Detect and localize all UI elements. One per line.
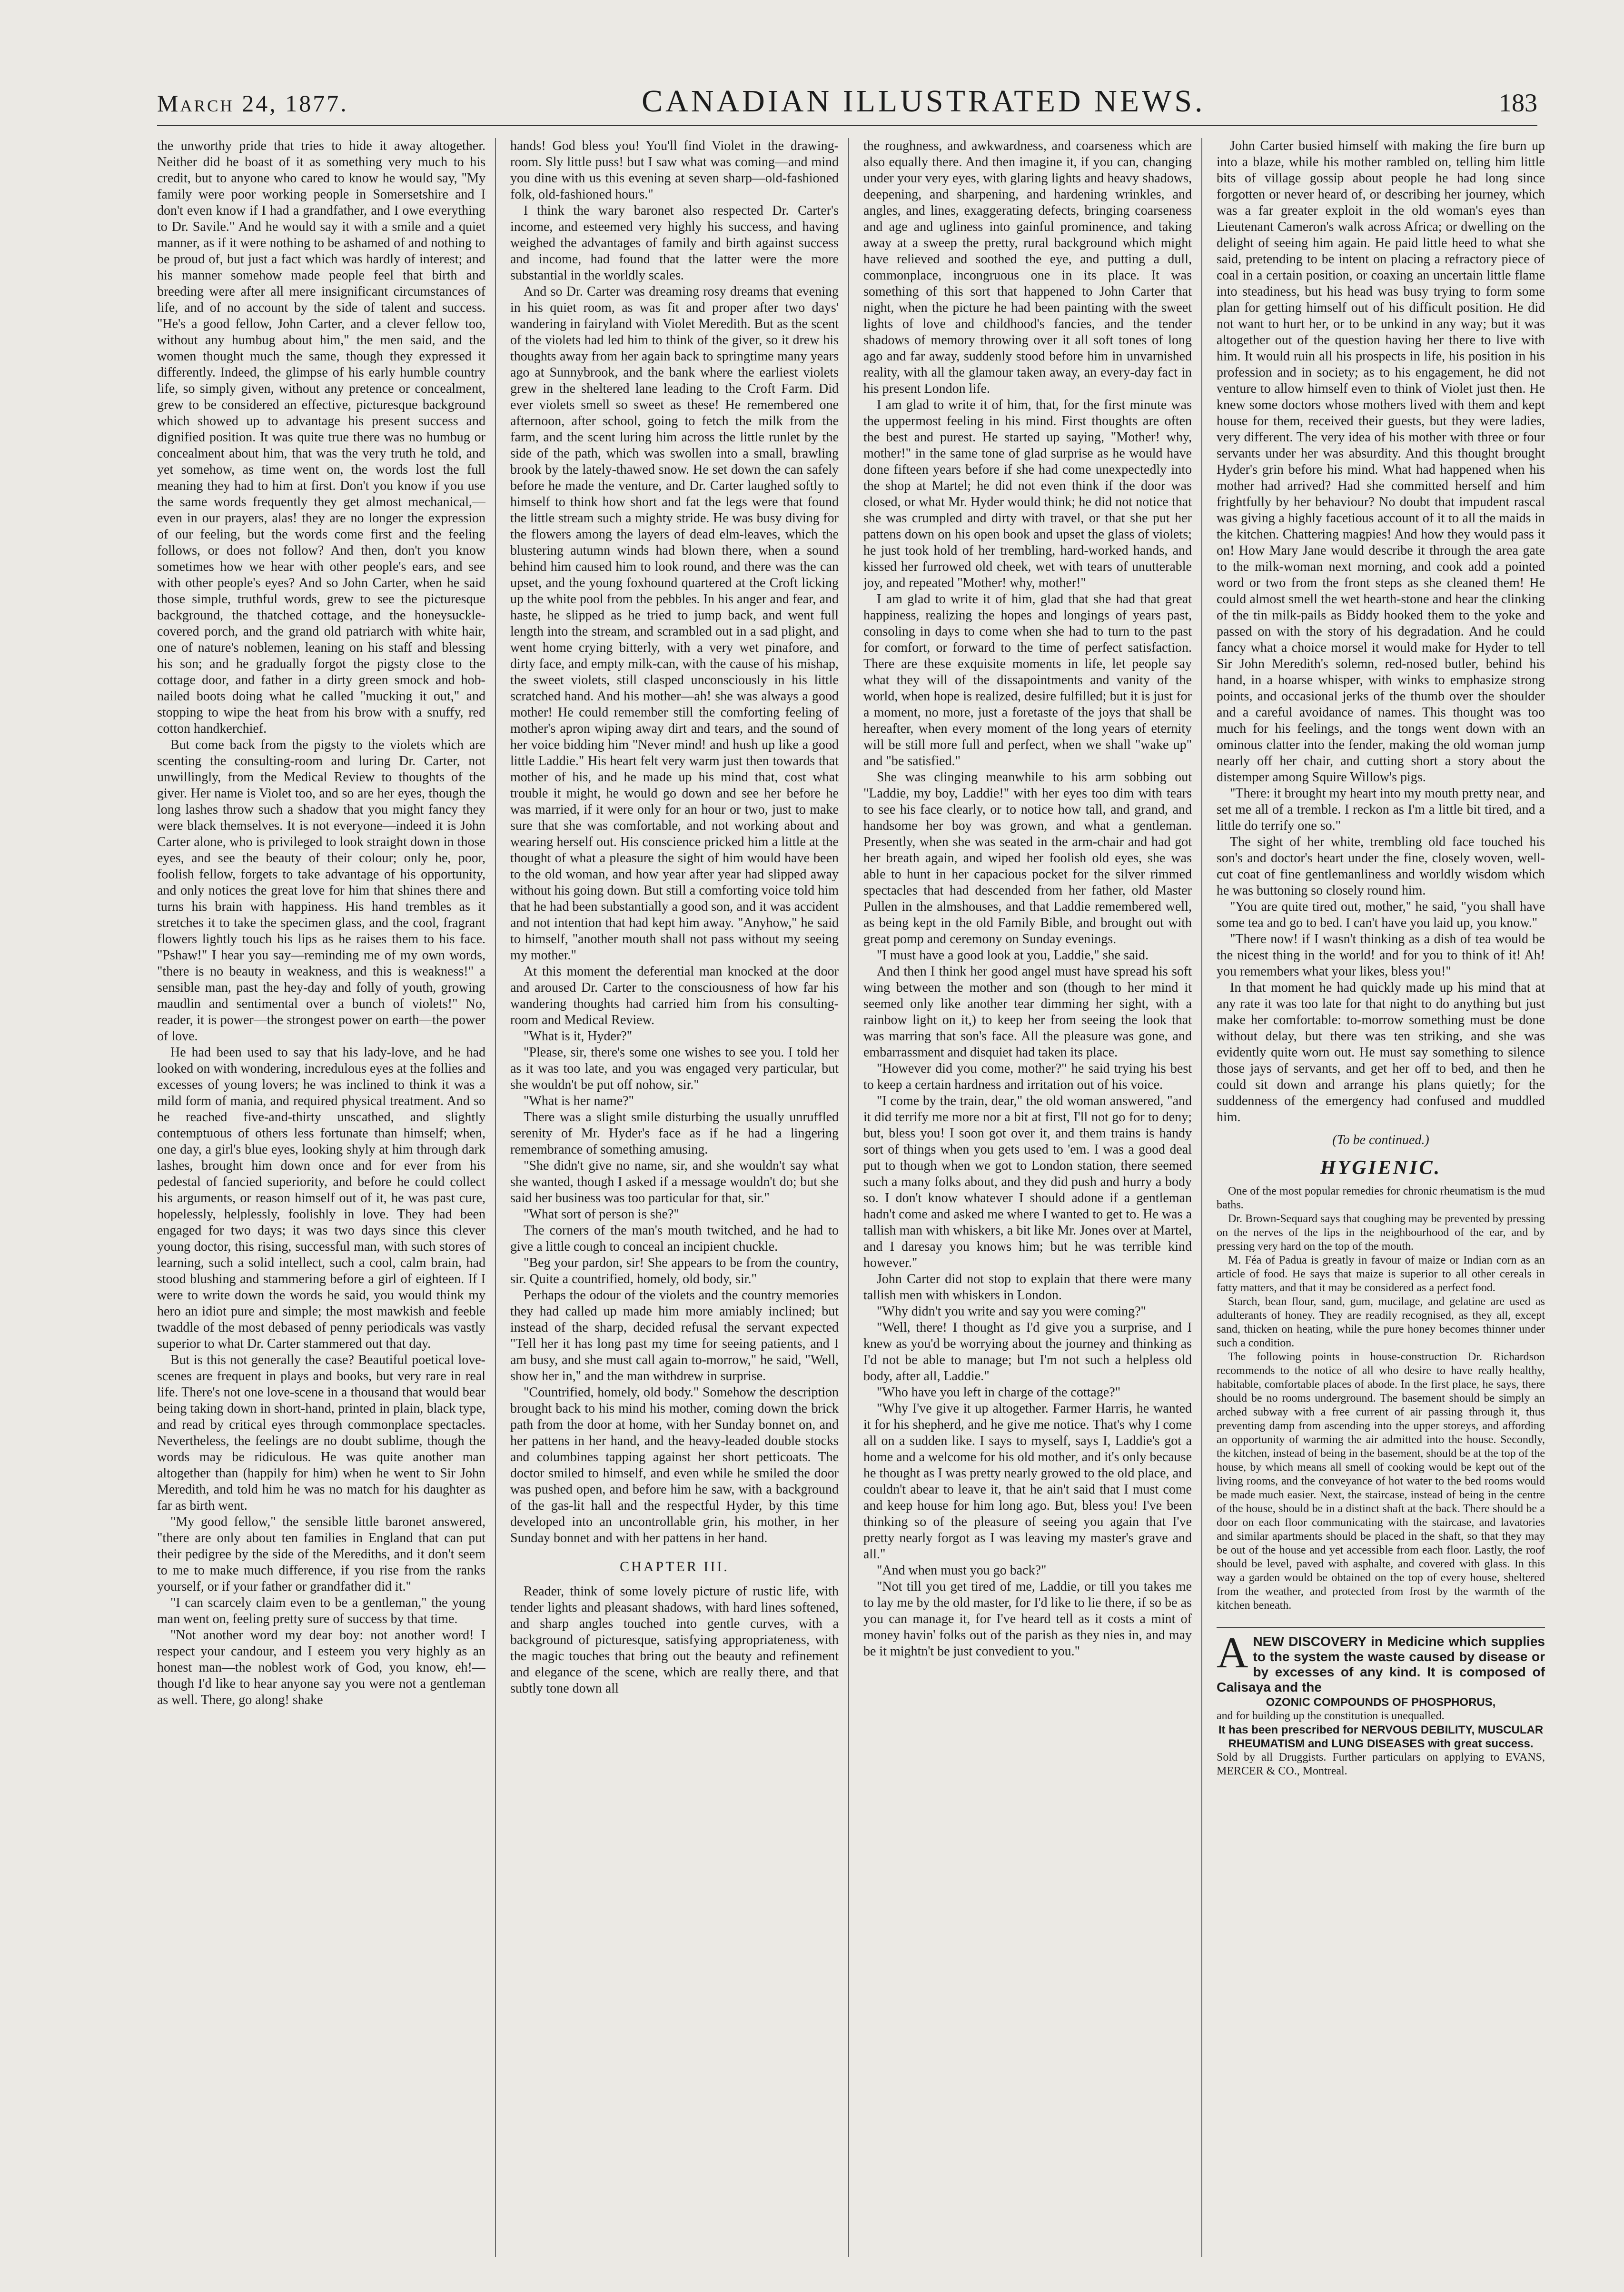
- paragraph: the unworthy pride that tries to hide it away altogether. Neither did he boast of it as something very much to his credit, but to anyone who cared to know he would say, "My family were poor working people in Somersetshire and I don't even know if I had a grandfather, and I owe everything to Dr. Savile." And he would say it with a smile and a quiet manner, as if it were nothing to be ashamed of and nothing to be proud of, but just a fact which was hardly of interest; and his manner somehow made people feel that birth and breeding were after all mere insignificant circumstances of life, and of no account by the side of talent and success. "He's a good fellow, John Carter, and a clever fellow too, without any humbug about him," the men said, and the women thought much the same, though they expressed it differently. Indeed, the glimpse of his early humble country life, so simply given, without any pretence or concealment, grew to be considered an effective, picturesque background which showed up to advantage his present success and dignified position. It was quite true there was no humbug or concealment about him, that was the very truth he told, and yet somehow, as time went on, the words lost the full meaning they had to him at first. Don't you know if you use the same words frequently they get almost mechanical,—even in our prayers, alas! they are no longer the expression of our feeling, but the words come first and the feeling follows, or does not follow? And then, don't you know sometimes how we hear with other people's ears, and see with other people's eyes? And so John Carter, when he said those simple, truthful words, grew to see the picturesque background, the thatched cottage, and the honeysuckle-covered porch, and the grand old patriarch with white hair, one of nature's noblemen, leaning on his staff and blessing his son; and he gradually forgot the pigsty close to the cottage door, and father in a dirty green smock and hob-nailed boots doing what he called "mucking it out," and stopping to wipe the heat from his brow with a snuffy, red cotton handkerchief.: [157, 139, 485, 736]
- paragraph: "I can scarcely claim even to be a gentleman," the young man went on, feeling pretty sure of success by that time.: [157, 1595, 485, 1626]
- paragraph: But is this not generally the case? Beautiful poetical love-scenes are frequent in plays and books, but very rare in real life. There's not one love-scene in a thousand that would bear being taking down in short-hand, printed in plain, black type, and read by critical eyes through commonplace spectacles. Nevertheless, the feelings are no doubt sublime, though the words may be ridiculous. He was quite another man altogether than (happily for him) when he went to Sir John Meredith, and told him he was no match for his daughter as far as birth went.: [157, 1353, 485, 1513]
- paragraph: She was clinging meanwhile to his arm sobbing out "Laddie, my boy, Laddie!" with her eyes too dim with tears to see his face clearly, or to notice how tall, and grand, and handsome her boy was grown, and what a gentleman. Presently, when she was seated in the arm-chair and had got her breath again, and wiped her foolish old eyes, she was able to hunt in her capacious pocket for the silver rimmed spectacles that had descended from her father, old Master Pullen in the almshouses, and that Laddie remembered well, as being kept in the old Family Bible, and brought out with great pomp and ceremony on Sunday evenings.: [863, 770, 1192, 947]
- hygienic-item: One of the most popular remedies for chronic rheumatism is the mud baths.: [1217, 1185, 1545, 1211]
- hygienic-section: [1217, 1185, 1545, 1613]
- paragraph: And so Dr. Carter was dreaming rosy dreams that evening in his quiet room, as was fit and proper after two days' wandering in fairyland with Violet Meredith. But as the scent of the violets had led him to think of the giver, so it drew his thoughts away from her again back to springtime many years ago at Sunnybrook, and the bank where the earliest violets grew in the sheltered lane leading to the Croft Farm. Did ever violets smell so sweet as these! He remembered one afternoon, after school, going to fetch the milk from the farm, and the scent luring him across the little runlet by the side of the path, which was swollen into a small, brawling brook by the lately-thawed snow. He set down the can safely before he made the venture, and Dr. Carter laughed softly to himself to think how short and fat the legs were that found the little stream such a mighty stride. He was busy diving for the flowers among the layers of dead elm-leaves, which the blustering autumn winds had blown there, when a sound behind him caused him to look round, and there was the can upset, and the young foxhound quartered at the Croft licking up the white pool from the pebbles. In his anger and fear, and haste, he slipped as he tried to jump back, and went full length into the stream, and scrambled out in a sad plight, and went home crying bitterly, with a very wet pinafore, and dirty face, and empty milk-can, with the cause of his mishap, the sweet violets, still clasped unconsciously in his little scratched hand. And his mother—ah! she was always a good mother! He could remember still the comforting feeling of mother's apron wiping away dirt and tears, and the sound of her voice bidding him "Never mind! and hush up like a good little Laddie." His heart felt very warm just then towards that mother of his, and he made up his mind that, cost what trouble it might, he would go down and see her before he was married, if it were only for an hour or two, just to make sure that she was comfortable, and not working about and wearing herself out. His conscience pricked him a little at the thought of what a pleasure the sight of him would have been to the old woman, and how year after year had slipped away without his going down. But still a comforting voice told him that he had been substantially a good son, and it was accident and not intention that had kept him away. "Anyhow," he said to himself, "another mouth shall not pass without my seeing my mother.": [510, 284, 839, 963]
- chapter-heading: CHAPTER III.: [620, 1559, 729, 1575]
- paragraph: "There: it brought my heart into my mouth pretty near, and set me all of a tremble. I reckon as I'm a little bit tired, and a little do terrify one so.": [1217, 786, 1545, 833]
- paragraph: "There now! if I wasn't thinking as a dish of tea would be the nicest thing in the world! and for you to think of it! Ah! you remembers what your likes, bless you!": [1217, 932, 1545, 979]
- newspaper-title: CANADIAN ILLUSTRATED NEWS.: [642, 84, 1206, 119]
- paragraph: He had been used to say that his lady-love, and he had looked on with wondering, incredulous eyes at the follies and excesses of young lovers; he was inclined to think it was a mild form of mania, and required physical treatment. And so he reached five-and-thirty unscathed, and slightly contemptuous of others less fortunate than himself; when, one day, a girl's blue eyes, looking shyly at him through dark lashes, brought him down once and for ever from his pedestal of fancied superiority, and before he could collect his arguments, or reason himself out of it, he was past cure, hopelessly, helplessly, foolishly in love. They had been engaged for two days; it was two days since this clever young doctor, this rising, successful man, with such stores of learning, such a solid intellect, such a cool, calm brain, had stood blushing and stammering before a girl of eighteen. If I were to write down the words he said, you would think my hero an idiot pure and simple; the most mawkish and feeble twaddle of the most debased of penny periodicals was vastly superior to what Dr. Carter stammered out that day.: [157, 1045, 485, 1351]
- paragraph: "Not till you get tired of me, Laddie, or till you takes me to lay me by the old master, for I'd like to lie there, if so be as you can manage it, for I've heard tell as it costs a mint of money havin' folks out of the parish as they nies in, and may be it mightn't be just convedient to you.": [863, 1579, 1192, 1659]
- paragraph: "Not another word my dear boy: not another word! I respect your candour, and I esteem you very highly as an honest man—the noblest work of God, you know, eh!—though I'd like to hear anyone say you were not a gentleman as well. There, go along! shake: [157, 1628, 485, 1707]
- paragraph: John Carter busied himself with making the fire burn up into a blaze, while his mother rambled on, telling him little bits of village gossip about people he had long since forgotten or never heard of, or describing her journey, which was a far greater exploit in the old woman's eyes than Lieutenant Cameron's walk across Africa; or dwelling on the delight of seeing him again. He paid little heed to what she said, pretending to be intent on placing a refractory piece of coal in a certain position, or coaxing an uncertain little flame into steadiness, but his head was busy trying to form some plan for getting himself out of his difficult position. He did not want to hurt her, or to be unkind in any way; but it was altogether out of the question having her there to live with him. It would ruin all his prospects in life, his position in his profession and in society; as to his engagement, he did not venture to allow himself even to think of Violet just then. He knew some doctors whose mothers lived with them and kept house for them, received their guests, but they were ladies, very different. The very idea of his mother with three or four servants under her was absurdity. And this thought brought Hyder's grin before his mind. What had happened when his mother had arrived? Had she committed herself and him frightfully by her behaviour? No doubt that impudent rascal was giving a highly facetious account of it to all the maids in the kitchen. Chattering magpies! And how they would pass it on! How Mary Jane would describe it through the area gate to the milk-woman next morning, and cook add a pointed word or two from the front steps as she cleaned them! He could almost smell the wet hearth-stone and hear the clinking of the tin milk-pails as Biddy hooked them to the yoke and passed on with the story of his degradation. And he could fancy what a choice morsel it would make for Hyder to tell Sir John Meredith's solemn, red-nosed butler, behind his hand, in a hoarse whisper, with winks to emphasize strong points, and occasional jerks of the thumb over the shoulder and a careful avoidance of names. This thought was too much for his feelings, and the tongs went down with an ominous clatter into the fender, making the old woman jump nearly off her chair, and cutting short a story about the distemper among Squire Willow's pigs.: [1217, 139, 1545, 785]
- ad-drop-cap: A: [1217, 1628, 1248, 1677]
- paragraph: But come back from the pigsty to the violets which are scenting the consulting-room and luring Dr. Carter, not unwillingly, from the Medical Review to thoughts of the giver. Her name is Violet too, and so are her eyes, though the long lashes throw such a shadow that you might fancy they were black themselves. It is not everyone—indeed it is John Carter alone, who is privileged to look straight down in those eyes, and see the beauty of their colour; only he, poor, foolish fellow, forgets to take advantage of his opportunity, and only notices the great love for him that shines there and turns his brain with happiness. His hand trembles as it stretches it to take the specimen glass, and the cool, fragrant flowers lightly touch his lips as he raises them to his face. "Pshaw!" I hear you say—reminding me of my own words, "there is no beauty in weakness, and this is weakness!" a sensible man, past the hey-day and folly of youth, growing maudlin and sentimental over a bunch of violets!" No, reader, it is power—the strongest power on earth—the power of love.: [157, 737, 485, 1044]
- column-4: [1217, 138, 1545, 2257]
- hygienic-item: M. Féa of Padua is greatly in favour of maize or Indian corn as an article of food. He says that maize is superior to all other cereals in fatty matters, and that it may be considered as a perfect food.: [1217, 1254, 1545, 1294]
- paragraph: "However did you come, mother?" he said trying his best to keep a certain hardness and irritation out of his voice.: [863, 1061, 1192, 1092]
- ad-text: and for building up the constitution is unequalled.: [1217, 1710, 1445, 1722]
- to-be-continued: (To be continued.): [1332, 1133, 1429, 1147]
- masthead: [157, 83, 1537, 117]
- paragraph: The corners of the man's mouth twitched, and he had to give a little cough to conceal an incipient chuckle.: [510, 1223, 839, 1254]
- paragraph: "What sort of person is she?": [524, 1207, 679, 1222]
- paragraph: I am glad to write it of him, that, for the first minute was the uppermost feeling in his mind. First thoughts are often the best and purest. He started up saying, "Mother! why, mother!" in the same tone of glad surprise as he would have done fifteen years before if she had come unexpectedly into the shop at Martel; he did not even think if the door was closed, or what Mr. Hyder would think; he did not notice that she was crumpled and dirty with travel, or that she put her pattens down on his open book and upset the glass of violets; he just took hold of her trembling, hard-worked hands, and kissed her furrowed old cheek, wet with tears of unutterable joy, and repeated "Mother! why, mother!": [863, 398, 1192, 590]
- ad-headline: NEW DISCOVERY in Medicine which supplies to the system the waste caused by disease or by excesses of any kind. It is composed of Calisaya and the: [1217, 1634, 1545, 1694]
- paragraph: "I come by the train, dear," the old woman answered, "and it did terrify me more nor a bit at first, I'll not go for to deny; but, bless you! I soon got over it, and them trains is handy sort of things when you gets used to 'em. I was a good deal put to though when we got to London station, there seemed such a many folks about, and they did push and hurry a body so. I don't know whatever I should adone if a gentleman hadn't come and asked me where I wanted to get to. He was a tallish man with whiskers, a bit like Mr. Jones over at Martel, and I daresay you knows him; but he was terrible kind however.": [863, 1094, 1192, 1270]
- paragraph: "What is it, Hyder?": [524, 1029, 633, 1044]
- header-rule: [157, 125, 1537, 126]
- ad-text: Sold by all Druggists. Further particulars on applying to EVANS, MERCER & CO., Montreal.: [1217, 1751, 1545, 1777]
- paragraph: "Countrified, homely, old body." Somehow the description brought back to his mind his mother, coming down the brick path from the door at home, with her Sunday bonnet on, and her pattens in her hand, and the heavy-leaded double stocks and columbines tapping against her short petticoats. The doctor smiled to himself, and even while he smiled the door was pushed open, and before him he saw, with a background of the gas-lit hall and the respectful Hyder, by this time developed into an uncontrollable grin, his mother, in her Sunday bonnet and with her pattens in her hand.: [510, 1385, 839, 1545]
- paragraph: "What is her name?": [524, 1094, 634, 1108]
- paragraph: "Why I've give it up altogether. Farmer Harris, he wanted it for his shepherd, and he give me notice. That's why I come all on a sudden like. I says to myself, says I, Laddie's got a home and a welcome for his old mother, and it's only because he thought as I was pretty nearly growed to the old place, and couldn't abear to leave it, that he ain't said that I must come and keep house for him long ago. But, bless you! I've been thinking so of the pleasure of seeing you again that I've pretty nearly forgot as I was leaving my master's grave and all.": [863, 1401, 1192, 1562]
- paragraph: "Who have you left in charge of the cottage?": [877, 1385, 1121, 1400]
- paragraph: "Beg your pardon, sir! She appears to be from the country, sir. Quite a countrified, homely, old body, sir.": [510, 1256, 839, 1286]
- column-divider: [495, 138, 496, 2257]
- paragraph: The sight of her white, trembling old face touched his son's and doctor's heart under the fine, closely woven, well-cut coat of fine gentlemanliness and worldly wisdom which he was buttoning so closely round him.: [1217, 835, 1545, 898]
- paragraph: "I must have a good look at you, Laddie," she said.: [877, 948, 1149, 963]
- paragraph: "You are quite tired out, mother," he said, "you shall have some tea and go to bed. I can't have you laid up, you know.": [1217, 899, 1545, 930]
- paragraph: I think the wary baronet also respected Dr. Carter's income, and esteemed very highly his success, and having weighed the advantages of family and birth against success and income, had found that the latter were the more substantial in the worldly scales.: [510, 203, 839, 283]
- column-2: [510, 138, 839, 2257]
- page-number: 183: [1499, 89, 1537, 117]
- hygienic-item: The following points in house-construction Dr. Richardson recommends to the notice of all who desire to have really healthy, habitable, comfortable places of abode. In the first place, he says, there should be no rooms underground. The basement should be simply an arched subway with a free current of air passing through it, thus preventing damp from ascending into the upper storeys, and affording an opportunity of warming the air admitted into the house. Secondly, the kitchen, instead of being in the basement, should be at the top of the house, by which means all smell of cooking would be kept out of the living rooms, and the conveyance of hot water to the bed rooms would be made much easier. Next, the staircase, instead of being in the centre of the house, should be in a distinct shaft at the back. There should be a door on each floor communicating with the staircase, and lavatories and similar apartments should be placed in the shaft, so that they may be out of the house and yet accessible from each floor. Lastly, the roof should be level, paved with asphalte, and covered with glass. In this way a garden would be obtained on the top of every house, sheltered from the weather, and protected from frost by the warmth of the kitchen beneath.: [1217, 1351, 1545, 1612]
- paragraph: And then I think her good angel must have spread his soft wing between the mother and son (though to her mind it seemed only like another tear dimming her sight, with a rainbow light on it,) to keep her from seeing the look that was marring that son's face. All the pleasure was gone, and embarrassment and disquiet had taken its place.: [863, 964, 1192, 1060]
- hygienic-item: Dr. Brown-Sequard says that coughing may be prevented by pressing on the nerves of the lips in the neighbourhood of the ear, and by pressing very hard on the top of the mouth.: [1217, 1213, 1545, 1253]
- paragraph: "My good fellow," the sensible little baronet answered, "there are only about ten families in England that can put their pedigree by the side of the Merediths, and it don't seem to me to make much difference, if you rise from the ranks yourself, or if your father or grandfather did it.": [157, 1515, 485, 1594]
- paragraph: Perhaps the odour of the violets and the country memories they had called up made him more amiably inclined; but instead of the sharp, decided refusal the servant expected "Tell her it has long past my time for seeing patients, and I am busy, and she must call again to-morrow," he said, "Well, show her in," and the man withdrew in surprise.: [510, 1288, 839, 1384]
- paragraph: the roughness, and awkwardness, and coarseness which are also equally there. And then imagine it, if you can, changing under your very eyes, with glaring lights and heavy shadows, deepening, and sharpening, and hardening wrinkles, and angles, and lines, exaggerating defects, bringing coarseness and age and ugliness into gainful prominence, and taking away at a sweep the pretty, rural background which might have relieved and soothed the eye, and putting a dull, commonplace, incongruous one in its place. It was something of this sort that happened to John Carter that night, when the picture he had been painting with the sweet lights of love and childhood's fancies, and the tender shadows of memory throwing over it all soft tones of long ago and far away, suddenly stood before him in unvarnished reality, with all the glamour taken away, an every-day fact in his present London life.: [863, 139, 1192, 396]
- ad-product-name: OZONIC COMPOUNDS OF PHOSPHORUS,: [1266, 1696, 1496, 1709]
- column-divider: [848, 138, 849, 2257]
- paragraph: John Carter did not stop to explain that there were many tallish men with whiskers in London.: [863, 1272, 1192, 1303]
- paragraph: At this moment the deferential man knocked at the door and aroused Dr. Carter to the consciousness of how far his wandering thoughts had carried him from his consulting-room and Medical Review.: [510, 964, 839, 1027]
- advertisement: [1217, 1627, 1545, 1778]
- ad-text: It has been prescribed for NERVOUS DEBILITY, MUSCULAR RHEUMATISM and LUNG DISEASES with great success.: [1218, 1724, 1544, 1750]
- hygienic-item: Starch, bean flour, sand, gum, mucilage, and gelatine are used as adulterants of honey. They are readily recognised, as they all, except sand, thicken on heating, while the pure honey becomes thinner under such a condition.: [1217, 1295, 1545, 1349]
- paragraph: "Why didn't you write and say you were coming?": [877, 1304, 1146, 1319]
- column-3: [863, 138, 1192, 2257]
- paragraph: I am glad to write it of him, glad that she had that great happiness, realizing the hopes and longings of years past, consoling in days to come when she had to turn to the past for comfort, or forward to the time of perfect satisfaction. There are these exquisite moments in life, let people say what they will of the dissapointments and vanity of the world, when hope is realized, desire fulfilled; but it is just for a moment, no more, just a foretaste of the joys that shall be hereafter, when every moment of the long years of eternity will be still more full and perfect, when we shall "wake up" and "be satisfied.": [863, 592, 1192, 768]
- paragraph: hands! God bless you! You'll find Violet in the drawing-room. Sly little puss! but I saw what was coming—and mind you dine with us this evening at seven sharp—old-fashioned folk, old-fashioned hours.": [510, 139, 839, 202]
- paragraph: "Well, there! I thought as I'd give you a surprise, and I knew as you'd be worrying about the journey and thinking as I'd not be able to manage; but I'm not such a helpless old body, after all, Laddie.": [863, 1320, 1192, 1384]
- section-heading-hygienic: HYGIENIC.: [1320, 1157, 1442, 1179]
- paragraph: "Please, sir, there's some one wishes to see you. I told her as it was too late, and you was engaged very particular, but she wouldn't be put off nohow, sir.": [510, 1045, 839, 1092]
- paragraph: There was a slight smile disturbing the usually unruffled serenity of Mr. Hyder's face as if he had a lingering remembrance of something amusing.: [510, 1110, 839, 1157]
- paragraph: "She didn't give no name, sir, and she wouldn't say what she wanted, though I asked if a message wouldn't do; but she said her business was too particular for that, sir.": [510, 1158, 839, 1206]
- column-1: [157, 138, 485, 2257]
- paragraph: Reader, think of some lovely picture of rustic life, with tender lights and pleasant shadows, with hard lines softened, and sharp angles touched into gentle curves, with a background of picturesque, satisfying appropriateness, with the magic touches that bring out the beauty and refinement and elegance of the scene, which are really there, and that subtly tone down all: [510, 1584, 839, 1696]
- issue-date: March 24, 1877.: [157, 90, 348, 117]
- paragraph: In that moment he had quickly made up his mind that at any rate it was too late for that night to do anything but just make her comfortable: to-morrow something must be done without delay, but there was ten striking, and she was evidently quite worn out. He must say something to silence those jays of servants, and get her off to bed, and then he could sit down and arrange his plans quietly; for the suddenness of the emergency had confused and muddled him.: [1217, 980, 1545, 1125]
- column-divider: [1201, 138, 1202, 2257]
- paragraph: "And when must you go back?": [877, 1563, 1047, 1578]
